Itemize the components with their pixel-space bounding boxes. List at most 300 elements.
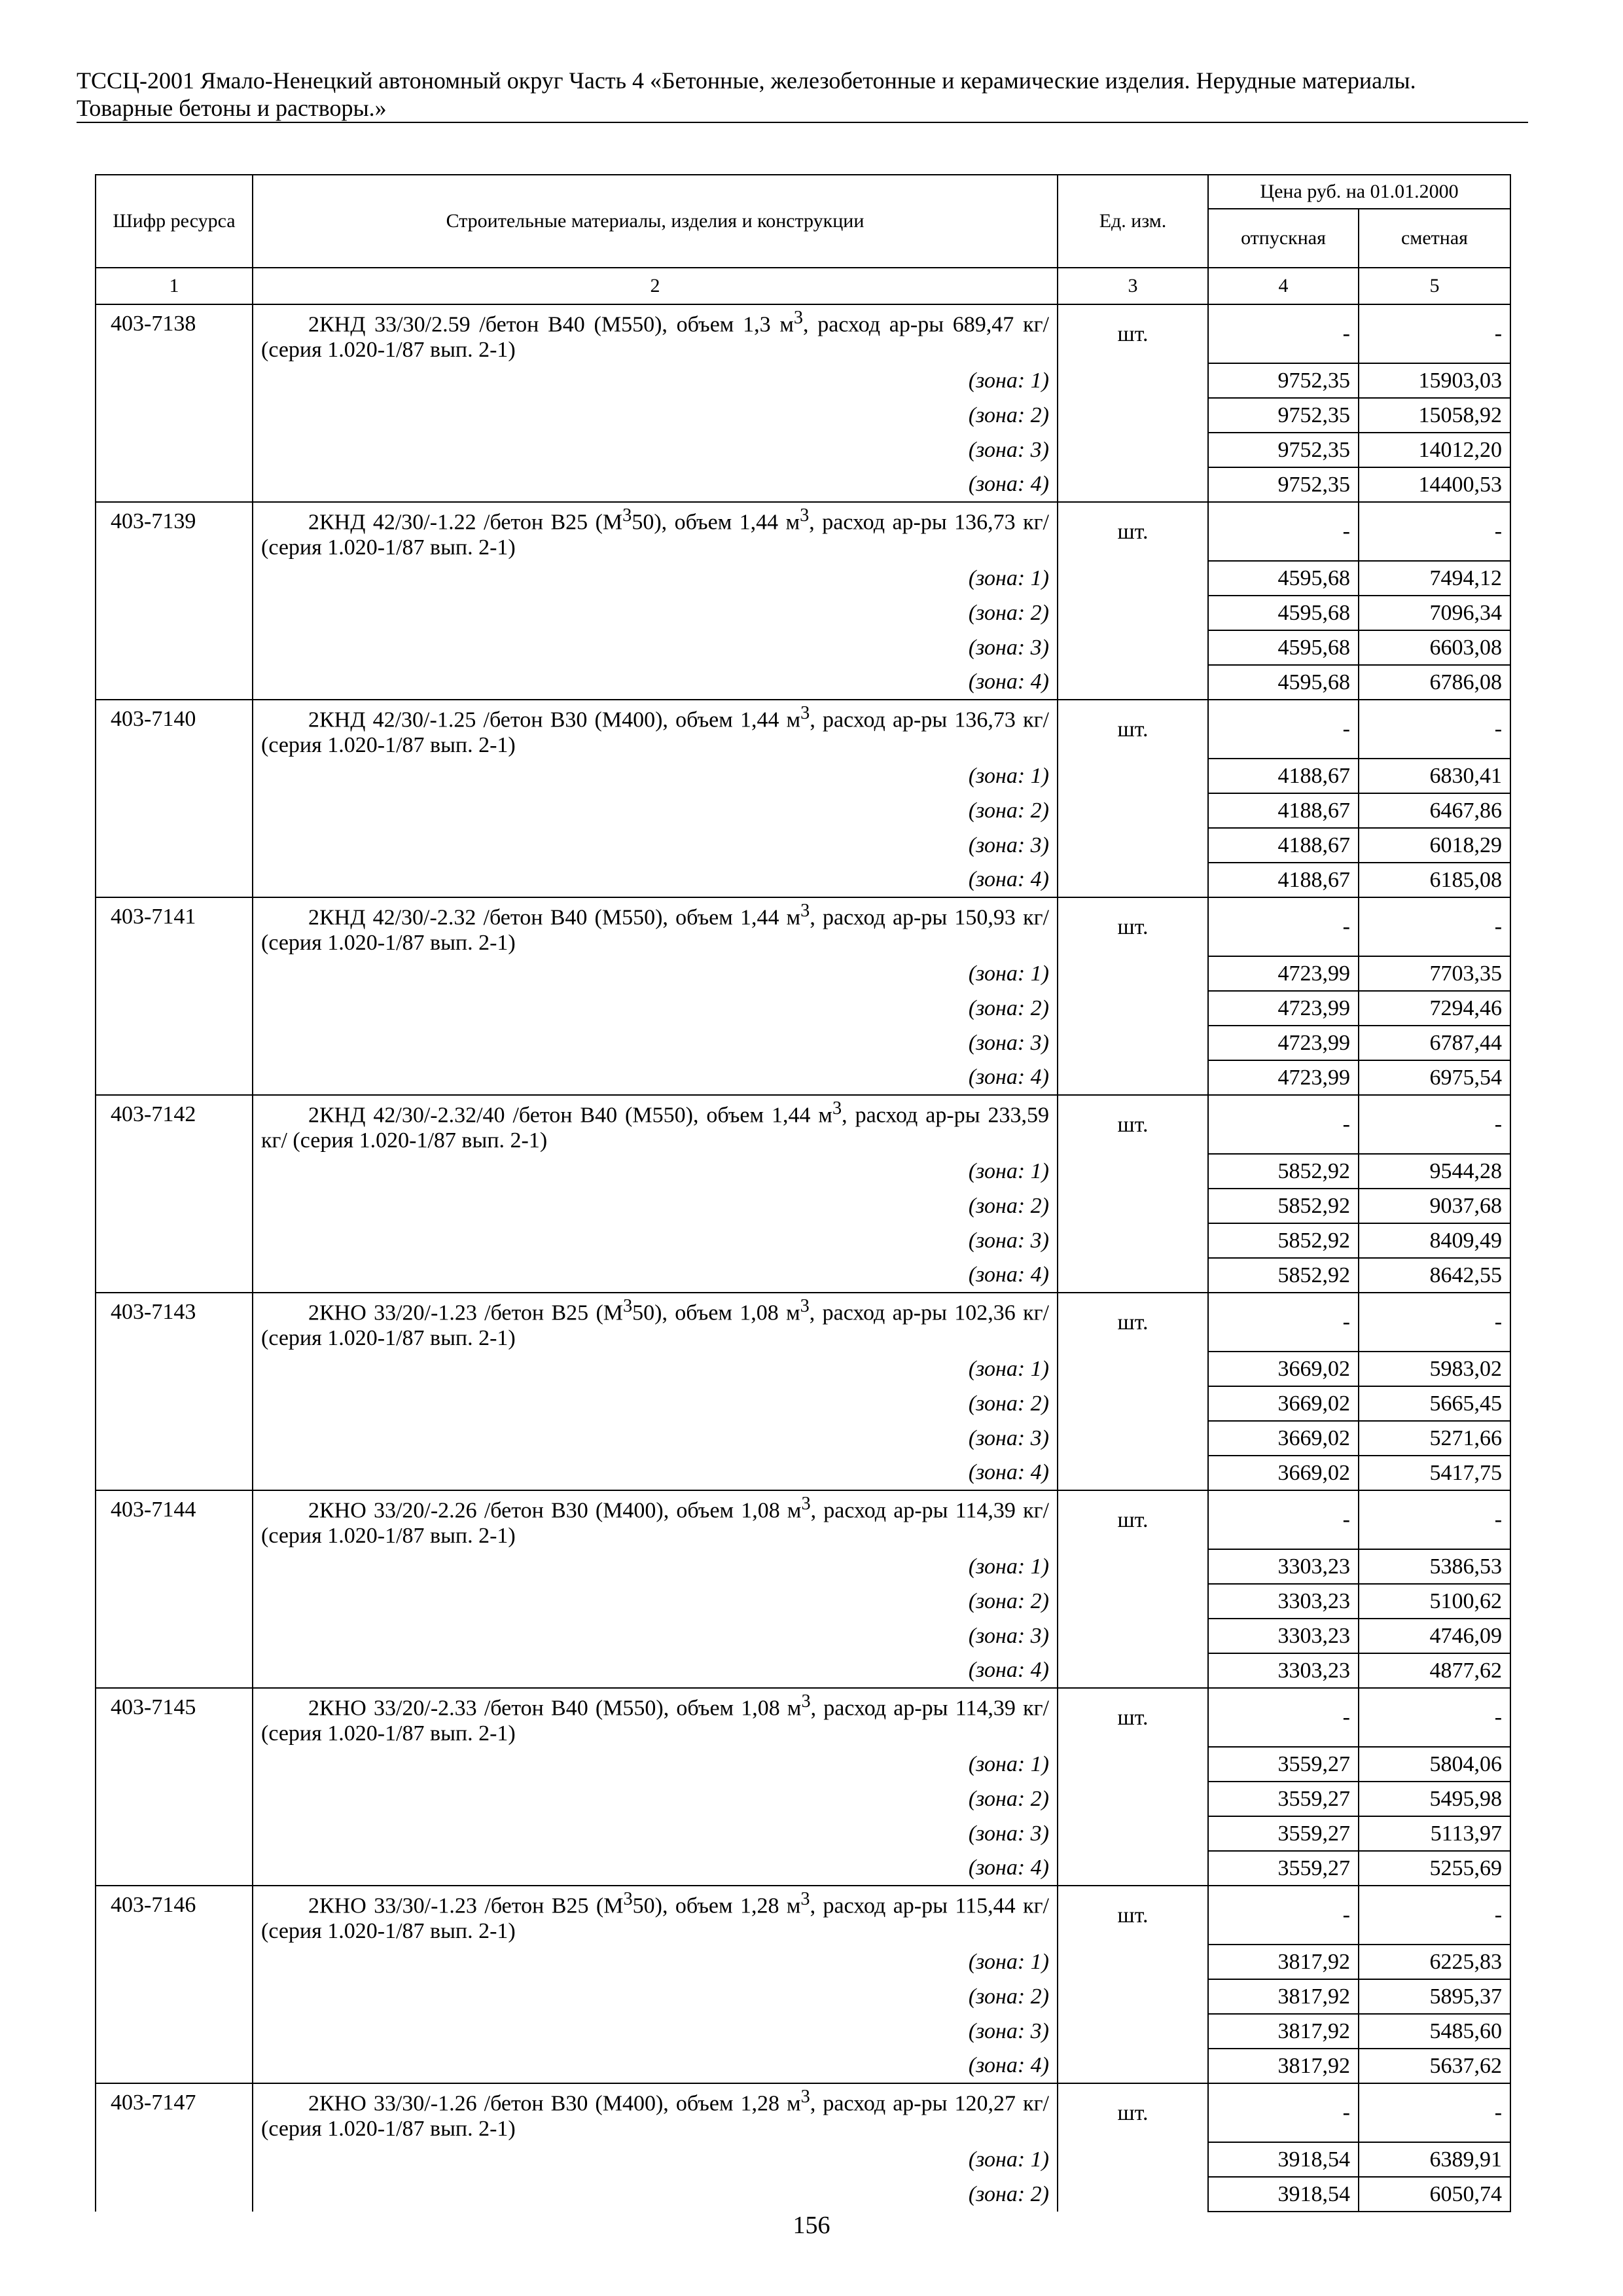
- release-price: -: [1208, 1293, 1359, 1352]
- description-part: , расход ар-ры 136,73 кг/ (серия 1.020-1/87 вып. 2-1): [261, 510, 1049, 560]
- release-price: 3303,23: [1208, 1584, 1359, 1619]
- superscript: 3: [800, 1889, 810, 1910]
- release-price: 3559,27: [1208, 1747, 1359, 1782]
- release-price: -: [1208, 1688, 1359, 1747]
- estimate-price: 6467,86: [1359, 793, 1510, 828]
- table-row: [96, 991, 1510, 1026]
- header-name: Строительные материалы, изделия и конструкции: [253, 175, 1058, 268]
- zone-label: (зона: 1): [253, 759, 1058, 793]
- estimate-price: 5271,66: [1359, 1421, 1510, 1456]
- table-row: [96, 1154, 1510, 1189]
- superscript: 3: [800, 1296, 810, 1317]
- resource-description: [253, 502, 1058, 561]
- table-row: [96, 363, 1510, 398]
- table-row: [96, 2014, 1510, 2049]
- resource-item: [96, 1095, 1510, 1293]
- zone-label: (зона: 1): [253, 1747, 1058, 1782]
- estimate-price: 5255,69: [1359, 1851, 1510, 1886]
- release-price: -: [1208, 897, 1359, 956]
- header-line-2: Товарные бетоны и растворы.»: [77, 95, 387, 121]
- estimate-price: 6050,74: [1359, 2177, 1510, 2212]
- unit-of-measure: шт.: [1058, 897, 1208, 956]
- table-row: [96, 828, 1510, 863]
- unit-cell: [1058, 1584, 1208, 1619]
- description-part: , расход ар-ры 102,36 кг/ (серия 1.020-1/87 вып. 2-1): [261, 1300, 1049, 1350]
- table-row: [96, 2142, 1510, 2177]
- superscript: 3: [800, 505, 810, 526]
- release-price: 3669,02: [1208, 1421, 1359, 1456]
- release-price: 9752,35: [1208, 398, 1359, 433]
- unit-of-measure: шт.: [1058, 1095, 1208, 1154]
- release-price: 4595,68: [1208, 596, 1359, 630]
- zone-label: (зона: 2): [253, 596, 1058, 630]
- table-row: [96, 759, 1510, 793]
- estimate-price: 15903,03: [1359, 363, 1510, 398]
- release-price: 3669,02: [1208, 1456, 1359, 1490]
- release-price: 4723,99: [1208, 1060, 1359, 1095]
- release-price: 4595,68: [1208, 630, 1359, 665]
- table-row: [96, 596, 1510, 630]
- description-part: 2КНД 42/30/-2.32 /бетон В40 (М550), объем 1,44 м: [308, 905, 801, 930]
- header-unit: Ед. изм.: [1058, 175, 1208, 268]
- zone-label: (зона: 2): [253, 1386, 1058, 1421]
- estimate-price: 8642,55: [1359, 1258, 1510, 1293]
- unit-of-measure: шт.: [1058, 1688, 1208, 1747]
- zone-label: (зона: 4): [253, 467, 1058, 502]
- release-price: 9752,35: [1208, 433, 1359, 467]
- table-row: [96, 1653, 1510, 1688]
- superscript: 3: [622, 505, 632, 526]
- column-number-3: 3: [1058, 268, 1208, 304]
- table-row: [96, 1782, 1510, 1816]
- release-price: -: [1208, 1490, 1359, 1549]
- release-price: -: [1208, 304, 1359, 363]
- unit-cell: [1058, 1782, 1208, 1816]
- unit-cell: [1058, 665, 1208, 700]
- unit-cell: [1058, 467, 1208, 502]
- unit-cell: [1058, 1258, 1208, 1293]
- resource-code: 403-7140: [96, 700, 253, 897]
- table-row: [96, 1456, 1510, 1490]
- estimate-price: 6786,08: [1359, 665, 1510, 700]
- estimate-price: -: [1359, 304, 1510, 363]
- description-part: , расход ар-ры 120,27 кг/ (серия 1.020-1/87 вып. 2-1): [261, 2091, 1049, 2141]
- estimate-price: 14012,20: [1359, 433, 1510, 467]
- release-price: 3303,23: [1208, 1653, 1359, 1688]
- table-row: [96, 1060, 1510, 1095]
- unit-cell: [1058, 1549, 1208, 1584]
- superscript: 3: [623, 1889, 633, 1910]
- resource-code: 403-7143: [96, 1293, 253, 1490]
- resource-description: [253, 2083, 1058, 2142]
- estimate-price: 5100,62: [1359, 1584, 1510, 1619]
- release-price: 3918,54: [1208, 2142, 1359, 2177]
- table-row: [96, 700, 1510, 759]
- release-price: 3918,54: [1208, 2177, 1359, 2212]
- header-line-1: ТССЦ-2001 Ямало-Ненецкий автономный округ Часть 4 «Бетонные, железобетонные и керамические изделия. Нерудные материалы.: [77, 67, 1416, 94]
- table-header: [96, 175, 1510, 304]
- resource-item: [96, 1688, 1510, 1886]
- table-row: [96, 1584, 1510, 1619]
- zone-label: (зона: 3): [253, 828, 1058, 863]
- table-row: [96, 1979, 1510, 2014]
- table-row: [96, 1421, 1510, 1456]
- resource-code: 403-7144: [96, 1490, 253, 1688]
- description-part: 2КНО 33/20/-2.33 /бетон В40 (М550), объем 1,08 м: [308, 1696, 802, 1721]
- description-part: 2КНД 42/30/-1.25 /бетон В30 (М400), объем 1,44 м: [308, 708, 801, 732]
- description-part: , расход ар-ры 114,39 кг/ (серия 1.020-1/87 вып. 2-1): [261, 1498, 1049, 1548]
- release-price: 5852,92: [1208, 1154, 1359, 1189]
- unit-of-measure: шт.: [1058, 304, 1208, 363]
- table-row: [96, 1816, 1510, 1851]
- unit-of-measure: шт.: [1058, 1293, 1208, 1352]
- release-price: -: [1208, 700, 1359, 759]
- unit-cell: [1058, 1456, 1208, 1490]
- release-price: 9752,35: [1208, 363, 1359, 398]
- zone-label: (зона: 3): [253, 630, 1058, 665]
- resource-item: [96, 1490, 1510, 1688]
- table-row: [96, 1352, 1510, 1386]
- header-estimate-price: сметная: [1359, 209, 1510, 268]
- description-part: , расход ар-ры 115,44 кг/ (серия 1.020-1/87 вып. 2-1): [261, 1893, 1049, 1943]
- estimate-price: -: [1359, 2083, 1510, 2142]
- unit-cell: [1058, 398, 1208, 433]
- resource-item: [96, 700, 1510, 897]
- release-price: -: [1208, 1095, 1359, 1154]
- unit-cell: [1058, 2142, 1208, 2177]
- zone-label: (зона: 4): [253, 665, 1058, 700]
- zone-label: (зона: 1): [253, 2142, 1058, 2177]
- estimate-price: 6185,08: [1359, 863, 1510, 897]
- table-row: [96, 398, 1510, 433]
- release-price: -: [1208, 1886, 1359, 1945]
- zone-label: (зона: 4): [253, 1258, 1058, 1293]
- zone-label: (зона: 2): [253, 1979, 1058, 2014]
- estimate-price: 5983,02: [1359, 1352, 1510, 1386]
- table-row: [96, 630, 1510, 665]
- estimate-price: -: [1359, 1490, 1510, 1549]
- superscript: 3: [832, 1098, 842, 1119]
- zone-label: (зона: 3): [253, 1816, 1058, 1851]
- resource-item: [96, 897, 1510, 1095]
- estimate-price: 9544,28: [1359, 1154, 1510, 1189]
- zone-label: (зона: 3): [253, 1026, 1058, 1060]
- table-row: [96, 1223, 1510, 1258]
- zone-label: (зона: 4): [253, 1456, 1058, 1490]
- zone-label: (зона: 3): [253, 1223, 1058, 1258]
- release-price: 3817,92: [1208, 2049, 1359, 2083]
- superscript: 3: [793, 308, 804, 329]
- unit-cell: [1058, 1816, 1208, 1851]
- resource-description: [253, 897, 1058, 956]
- release-price: 5852,92: [1208, 1189, 1359, 1223]
- zone-label: (зона: 4): [253, 1653, 1058, 1688]
- release-price: 4723,99: [1208, 991, 1359, 1026]
- release-price: 3817,92: [1208, 1945, 1359, 1979]
- estimate-price: 5665,45: [1359, 1386, 1510, 1421]
- estimate-price: 5895,37: [1359, 1979, 1510, 2014]
- zone-label: (зона: 2): [253, 793, 1058, 828]
- table-row: [96, 1851, 1510, 1886]
- estimate-price: -: [1359, 502, 1510, 561]
- unit-cell: [1058, 630, 1208, 665]
- unit-cell: [1058, 363, 1208, 398]
- unit-cell: [1058, 1026, 1208, 1060]
- table-row: [96, 863, 1510, 897]
- unit-cell: [1058, 956, 1208, 991]
- unit-of-measure: шт.: [1058, 502, 1208, 561]
- resource-code: 403-7147: [96, 2083, 253, 2212]
- description-part: , расход ар-ры 150,93 кг/ (серия 1.020-1/87 вып. 2-1): [261, 905, 1049, 955]
- resource-item: [96, 1293, 1510, 1490]
- estimate-price: 5386,53: [1359, 1549, 1510, 1584]
- zone-label: (зона: 3): [253, 1619, 1058, 1653]
- estimate-price: 7703,35: [1359, 956, 1510, 991]
- release-price: 5852,92: [1208, 1258, 1359, 1293]
- table-row: [96, 1095, 1510, 1154]
- description-part: , расход ар-ры 689,47 кг/ (серия 1.020-1/87 вып. 2-1): [261, 312, 1049, 362]
- estimate-price: 5485,60: [1359, 2014, 1510, 2049]
- resource-code: 403-7145: [96, 1688, 253, 1886]
- release-price: 3669,02: [1208, 1352, 1359, 1386]
- zone-label: (зона: 2): [253, 1189, 1058, 1223]
- estimate-price: 8409,49: [1359, 1223, 1510, 1258]
- zone-label: (зона: 4): [253, 2049, 1058, 2083]
- estimate-price: 5113,97: [1359, 1816, 1510, 1851]
- column-number-4: 4: [1208, 268, 1359, 304]
- column-number-5: 5: [1359, 268, 1510, 304]
- estimate-price: 6830,41: [1359, 759, 1510, 793]
- table-row: [96, 1688, 1510, 1747]
- release-price: 3817,92: [1208, 1979, 1359, 2014]
- table-row: [96, 1747, 1510, 1782]
- table-row: [96, 1258, 1510, 1293]
- release-price: 4188,67: [1208, 759, 1359, 793]
- estimate-price: 6018,29: [1359, 828, 1510, 863]
- description-part: 2КНО 33/20/-2.26 /бетон В30 (М400), объем 1,08 м: [308, 1498, 802, 1523]
- unit-cell: [1058, 1421, 1208, 1456]
- release-price: 4723,99: [1208, 956, 1359, 991]
- table-row: [96, 1619, 1510, 1653]
- table-row: [96, 467, 1510, 502]
- unit-of-measure: шт.: [1058, 1886, 1208, 1945]
- estimate-price: -: [1359, 1095, 1510, 1154]
- unit-cell: [1058, 1352, 1208, 1386]
- zone-label: (зона: 1): [253, 561, 1058, 596]
- estimate-price: 4746,09: [1359, 1619, 1510, 1653]
- estimate-price: -: [1359, 897, 1510, 956]
- resource-description: [253, 1490, 1058, 1549]
- zone-label: (зона: 1): [253, 363, 1058, 398]
- estimate-price: 6389,91: [1359, 2142, 1510, 2177]
- unit-of-measure: шт.: [1058, 700, 1208, 759]
- resource-item: [96, 502, 1510, 700]
- unit-cell: [1058, 2014, 1208, 2049]
- table-row: [96, 433, 1510, 467]
- release-price: -: [1208, 2083, 1359, 2142]
- unit-cell: [1058, 2177, 1208, 2212]
- description-part: 2КНД 42/30/-2.32/40 /бетон В40 (М550), объем 1,44 м: [308, 1103, 832, 1128]
- release-price: 9752,35: [1208, 467, 1359, 502]
- zone-label: (зона: 1): [253, 1945, 1058, 1979]
- resource-code: 403-7146: [96, 1886, 253, 2083]
- estimate-price: 14400,53: [1359, 467, 1510, 502]
- zone-label: (зона: 2): [253, 398, 1058, 433]
- table-row: [96, 897, 1510, 956]
- superscript: 3: [800, 2087, 810, 2108]
- unit-cell: [1058, 1060, 1208, 1095]
- table-row: [96, 1293, 1510, 1352]
- unit-cell: [1058, 1154, 1208, 1189]
- zone-label: (зона: 1): [253, 956, 1058, 991]
- description-part: , расход ар-ры 136,73 кг/ (серия 1.020-1/87 вып. 2-1): [261, 708, 1049, 757]
- table-row: [96, 1490, 1510, 1549]
- column-number-1: 1: [96, 268, 253, 304]
- release-price: 3559,27: [1208, 1851, 1359, 1886]
- table-row: [96, 1386, 1510, 1421]
- unit-cell: [1058, 863, 1208, 897]
- estimate-price: 7494,12: [1359, 561, 1510, 596]
- unit-cell: [1058, 561, 1208, 596]
- page-number: 156: [793, 2212, 830, 2239]
- estimate-price: 6975,54: [1359, 1060, 1510, 1095]
- superscript: 3: [800, 703, 810, 724]
- release-price: 3303,23: [1208, 1619, 1359, 1653]
- zone-label: (зона: 2): [253, 2177, 1058, 2212]
- zone-label: (зона: 2): [253, 1782, 1058, 1816]
- resource-code: 403-7142: [96, 1095, 253, 1293]
- release-price: 3669,02: [1208, 1386, 1359, 1421]
- description-part: 2КНД 42/30/-1.22 /бетон В25 (М: [308, 510, 623, 535]
- superscript: 3: [801, 1494, 811, 1515]
- estimate-price: 15058,92: [1359, 398, 1510, 433]
- description-part: 2КНО 33/20/-1.23 /бетон В25 (М: [308, 1300, 623, 1325]
- unit-cell: [1058, 1223, 1208, 1258]
- unit-cell: [1058, 596, 1208, 630]
- estimate-price: -: [1359, 1293, 1510, 1352]
- superscript: 3: [800, 901, 810, 922]
- description-part: 50), объем 1,08 м: [632, 1300, 800, 1325]
- table-row: [96, 793, 1510, 828]
- release-price: -: [1208, 502, 1359, 561]
- description-part: , расход ар-ры 114,39 кг/ (серия 1.020-1/87 вып. 2-1): [261, 1696, 1049, 1746]
- table-row: [96, 2049, 1510, 2083]
- release-price: 3559,27: [1208, 1816, 1359, 1851]
- unit-cell: [1058, 1747, 1208, 1782]
- unit-cell: [1058, 1851, 1208, 1886]
- table-row: [96, 665, 1510, 700]
- resource-description: [253, 1688, 1058, 1747]
- unit-cell: [1058, 2049, 1208, 2083]
- column-number-2: 2: [253, 268, 1058, 304]
- resource-code: 403-7138: [96, 304, 253, 502]
- resource-description: [253, 304, 1058, 363]
- zone-label: (зона: 2): [253, 991, 1058, 1026]
- description-part: 2КНО 33/30/-1.23 /бетон В25 (М: [308, 1893, 624, 1918]
- unit-cell: [1058, 1619, 1208, 1653]
- zone-label: (зона: 3): [253, 433, 1058, 467]
- zone-label: (зона: 1): [253, 1154, 1058, 1189]
- release-price: 3817,92: [1208, 2014, 1359, 2049]
- unit-cell: [1058, 1945, 1208, 1979]
- unit-cell: [1058, 793, 1208, 828]
- zone-label: (зона: 4): [253, 1851, 1058, 1886]
- table-row: [96, 1549, 1510, 1584]
- table-row: [96, 2177, 1510, 2212]
- table-row: [96, 1189, 1510, 1223]
- release-price: 3559,27: [1208, 1782, 1359, 1816]
- zone-label: (зона: 3): [253, 2014, 1058, 2049]
- estimate-price: 6787,44: [1359, 1026, 1510, 1060]
- unit-cell: [1058, 991, 1208, 1026]
- estimate-price: 9037,68: [1359, 1189, 1510, 1223]
- estimate-price: 7096,34: [1359, 596, 1510, 630]
- description-part: 2КНО 33/30/-1.26 /бетон В30 (М400), объем 1,28 м: [308, 2091, 801, 2116]
- release-price: 5852,92: [1208, 1223, 1359, 1258]
- resource-item: [96, 2083, 1510, 2212]
- header-release-price: отпускная: [1208, 209, 1359, 268]
- description-part: 50), объем 1,28 м: [632, 1893, 801, 1918]
- resource-code: 403-7139: [96, 502, 253, 700]
- superscript: 3: [623, 1296, 633, 1317]
- zone-label: (зона: 4): [253, 1060, 1058, 1095]
- estimate-price: 4877,62: [1359, 1653, 1510, 1688]
- resource-item: [96, 1886, 1510, 2083]
- resource-item: [96, 304, 1510, 502]
- table-row: [96, 1945, 1510, 1979]
- table-row: [96, 561, 1510, 596]
- resource-description: [253, 700, 1058, 759]
- release-price: 3303,23: [1208, 1549, 1359, 1584]
- table-row: [96, 304, 1510, 363]
- unit-cell: [1058, 759, 1208, 793]
- estimate-price: 5804,06: [1359, 1747, 1510, 1782]
- estimate-price: -: [1359, 1688, 1510, 1747]
- resource-code: 403-7141: [96, 897, 253, 1095]
- zone-label: (зона: 2): [253, 1584, 1058, 1619]
- table-row: [96, 502, 1510, 561]
- release-price: 4595,68: [1208, 561, 1359, 596]
- header-divider: [77, 122, 1528, 123]
- table-row: [96, 956, 1510, 991]
- release-price: 4188,67: [1208, 793, 1359, 828]
- unit-cell: [1058, 1386, 1208, 1421]
- unit-cell: [1058, 1189, 1208, 1223]
- zone-label: (зона: 1): [253, 1352, 1058, 1386]
- unit-of-measure: шт.: [1058, 1490, 1208, 1549]
- estimate-price: 5637,62: [1359, 2049, 1510, 2083]
- estimate-price: 6603,08: [1359, 630, 1510, 665]
- release-price: 4188,67: [1208, 828, 1359, 863]
- table-row: [96, 2083, 1510, 2142]
- description-part: , расход ар-ры 233,59 кг/ (серия 1.020-1/87 вып. 2-1): [261, 1103, 1049, 1153]
- header-code: Шифр ресурса: [96, 175, 253, 268]
- unit-cell: [1058, 828, 1208, 863]
- estimate-price: -: [1359, 1886, 1510, 1945]
- release-price: 4188,67: [1208, 863, 1359, 897]
- unit-cell: [1058, 1979, 1208, 2014]
- table-row: [96, 1886, 1510, 1945]
- superscript: 3: [801, 1691, 811, 1712]
- resource-description: [253, 1886, 1058, 1945]
- zone-label: (зона: 3): [253, 1421, 1058, 1456]
- zone-label: (зона: 1): [253, 1549, 1058, 1584]
- unit-of-measure: шт.: [1058, 2083, 1208, 2142]
- estimate-price: 5417,75: [1359, 1456, 1510, 1490]
- resource-description: [253, 1293, 1058, 1352]
- resource-description: [253, 1095, 1058, 1154]
- estimate-price: 5495,98: [1359, 1782, 1510, 1816]
